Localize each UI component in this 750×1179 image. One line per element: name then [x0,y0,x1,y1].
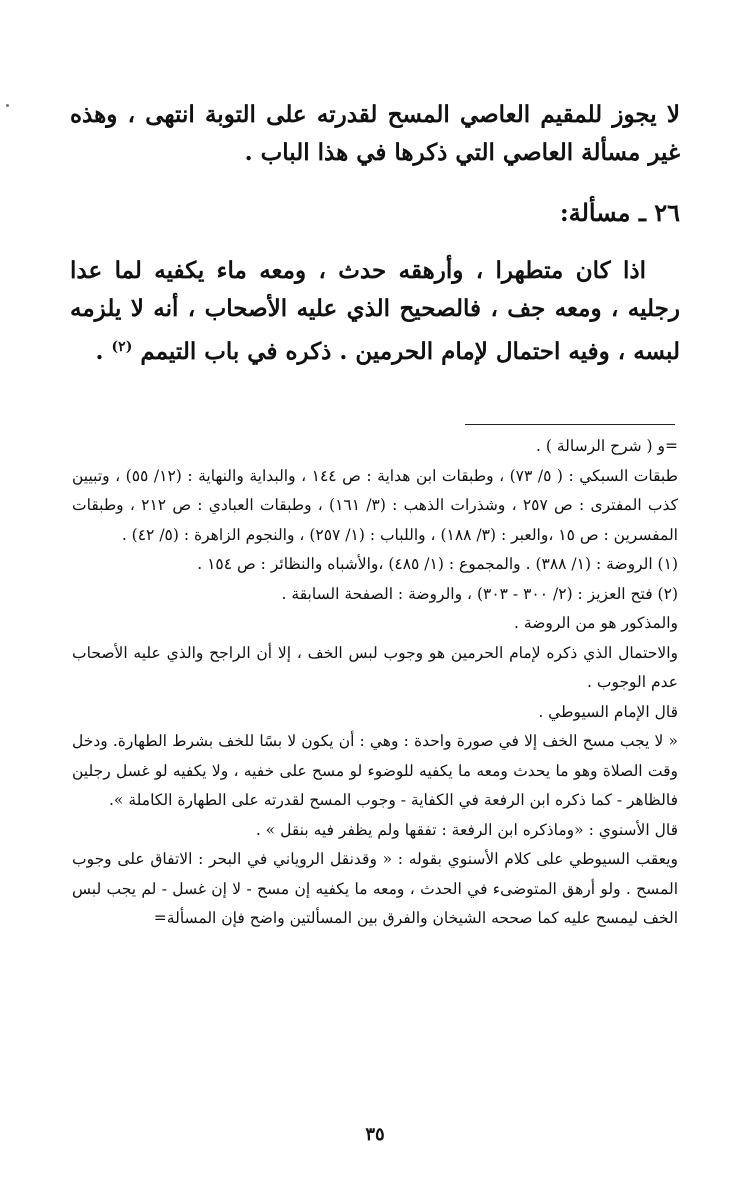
footnote-line: (٢) فتح العزيز : (٢/ ٣٠٠ - ٣٠٣) ، والروضة : الصفحة السابقة . [281,584,678,603]
footnote-line: « لا يجب مسح الخف إلا في صورة واحدة : وهي : أن يكون لا بسًا للخف بشرط الطهارة. ودخل وقت الصلاة وهو ما يحدث ومعه ما يكفيه للوضوء لو مسح على خفيه ، ولا يكفيه لو غسل رجلين فالظاهر - كما ذكره ابن الرفعة في الكفاية - وجوب المسح لقدرته على الطهارة الكاملة ». [72,732,678,809]
footnote-line: والمذكور هو من الروضة . [514,614,678,632]
footnote-line: والاحتمال الذي ذكره لإمام الحرمين هو وجوب لبس الخف ، إلا أن الراجح والذي عليه الأصحاب عدم الوجوب . [72,643,678,691]
section-heading: ٢٦ ـ مسألة: [559,198,680,227]
main-paragraph: لا يجوز للمقيم العاصي المسح لقدرته على التوبة انتهى ، وهذه غير مسألة العاصي التي ذكرها في هذا الباب . [70,101,680,166]
footnote-line: (١) الروضة : (١/ ٣٨٨) . والمجموع : (١/ ٤٨٥) ،والأشباه والنظائر : ص ١٥٤ . [197,555,678,573]
footnote-line: قال الأسنوي : «وماذكره ابن الرفعة : تفقها ولم يظفر فيه بنقل » . [255,820,678,839]
main-text [70,96,680,371]
footnote-line: ويعقب السيوطي على كلام الأسنوي بقوله : « وقدنقل الروياني في البحر : الاتفاق على وجوب المسح . ولو أرهق المتوضىء في الحدث ، ومعه ما يكفيه إن مسح - لا إن غسل - لم يجب لبس الخف ليمسح عليه كما صححه الشيخان والفرق بين المسألتين واضح فإن المسألة= [72,850,678,927]
margin-mark [6,104,9,107]
main-paragraph-2-text: اذا كان متطهرا ، وأرهقه حدث ، ومعه ماء يكفيه لما عدا رجليه ، ومعه جف ، فالصحيح الذي عليه الأصحاب ، أنه لا يلزمه لبسه ، وفيه احتمال لإمام الحرمين . ذكره في باب التيمم [70,257,680,365]
footnote-line: قال الإمام السيوطي . [538,702,678,721]
footnotes [72,432,678,934]
footnote-separator [465,424,675,425]
footnote-ref: (٢) [111,339,133,355]
page-number: ٣٥ [365,1124,385,1145]
footnote-line: طبقات السبكي : ( ٥/ ٧٣) ، وطبقات ابن هداية : ص ١٤٤ ، والبداية والنهاية : (١٢/ ٥٥) ، وتبيين كذب المفترى : ص ٢٥٧ ، وشذرات الذهب : (٣/ ١٦١) ، وطبقات العبادي : ص ٢١٢ ، وطبقات المفسرين : ص ١٥ ،والعبر : (٣/ ١٨٨) ، واللباب : (١/ ٢٥٧) ، والنجوم الزاهرة : (٥/ ٤٢) . [72,466,678,544]
main-paragraph-2 [70,252,680,371]
footnote-line: =و ( شرح الرسالة ) . [536,437,678,455]
main-paragraph-2-end: . [95,338,112,365]
